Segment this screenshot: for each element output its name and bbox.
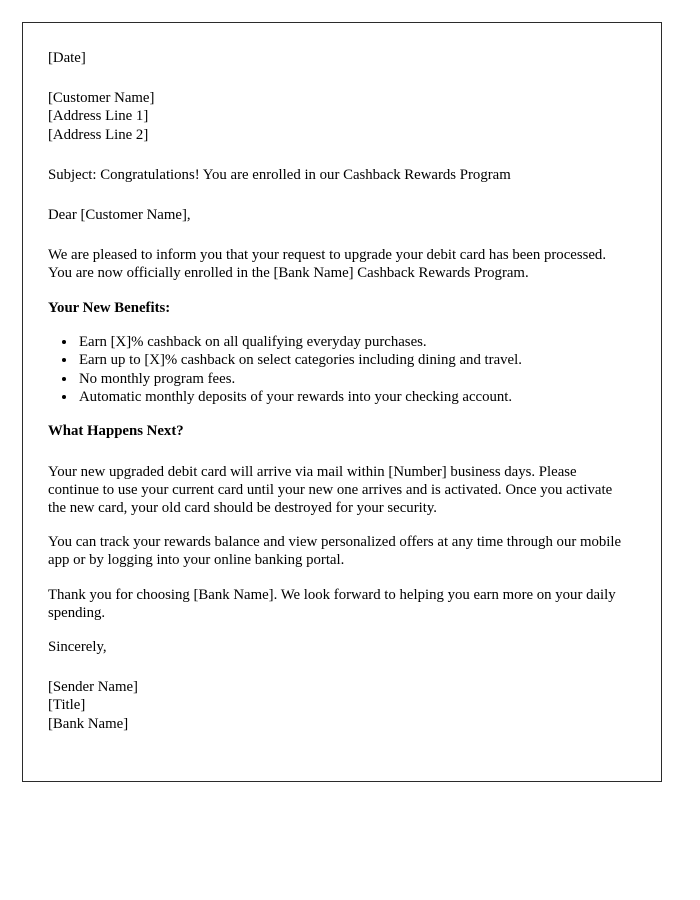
spacer — [48, 406, 626, 422]
salutation: Dear [Customer Name], — [48, 207, 191, 224]
benefits-heading: Your New Benefits: — [48, 299, 171, 316]
next-steps-paragraph: Your new upgraded debit card will arrive via mail within [Number] business days. Please continue to use your current card until your new one arrives and is activated. Once you activate the new card, your old card should be destroyed for your security. — [48, 463, 613, 517]
next-steps-heading: What Happens Next? — [48, 423, 184, 440]
date-line: [Date] — [48, 50, 86, 66]
list-item: • Earn [X]% cashback on all qualifying everyday purchases. — [77, 333, 626, 351]
tracking-paragraph: You can track your rewards balance and view personalized offers at any time through our mobile app or by logging into your online banking portal. — [48, 534, 622, 569]
intro-paragraph: We are pleased to inform you that your request to upgrade your debit card has been processed. You are now officially enrolled in the [Bank Name] Cashback Rewards Program. — [48, 247, 607, 282]
spacer — [48, 224, 626, 246]
spacer — [48, 144, 626, 166]
spacer — [48, 517, 626, 533]
signoff: Sincerely, — [48, 639, 107, 656]
benefits-list — [48, 333, 626, 407]
list-item: • No monthly program fees. — [77, 370, 626, 388]
spacer — [48, 656, 626, 678]
signature-line: [Title] — [48, 697, 86, 714]
spacer — [48, 67, 626, 89]
closing-paragraph: Thank you for choosing [Bank Name]. We look forward to helping you earn more on your daily spending. — [48, 586, 616, 621]
list-item: • Automatic monthly deposits of your rewards into your checking account. — [77, 388, 626, 406]
recipient-line: [Address Line 2] — [48, 126, 149, 143]
spacer — [48, 184, 626, 206]
signature-line: [Sender Name] — [48, 679, 138, 696]
spacer — [48, 317, 626, 333]
signature-line: [Bank Name] — [48, 715, 129, 732]
letter-content — [48, 49, 626, 733]
recipient-address-block — [48, 89, 626, 144]
recipient-line: [Address Line 1] — [48, 108, 149, 125]
recipient-line: [Customer Name] — [48, 90, 155, 107]
spacer — [48, 570, 626, 586]
spacer — [48, 283, 626, 299]
spacer — [48, 622, 626, 638]
subject-line: Subject: Congratulations! You are enrolled in our Cashback Rewards Program — [48, 166, 511, 183]
spacer — [48, 441, 626, 463]
list-item: • Earn up to [X]% cashback on select categories including dining and travel. — [77, 351, 626, 369]
signature-block — [48, 678, 626, 733]
letter-page — [22, 22, 662, 782]
